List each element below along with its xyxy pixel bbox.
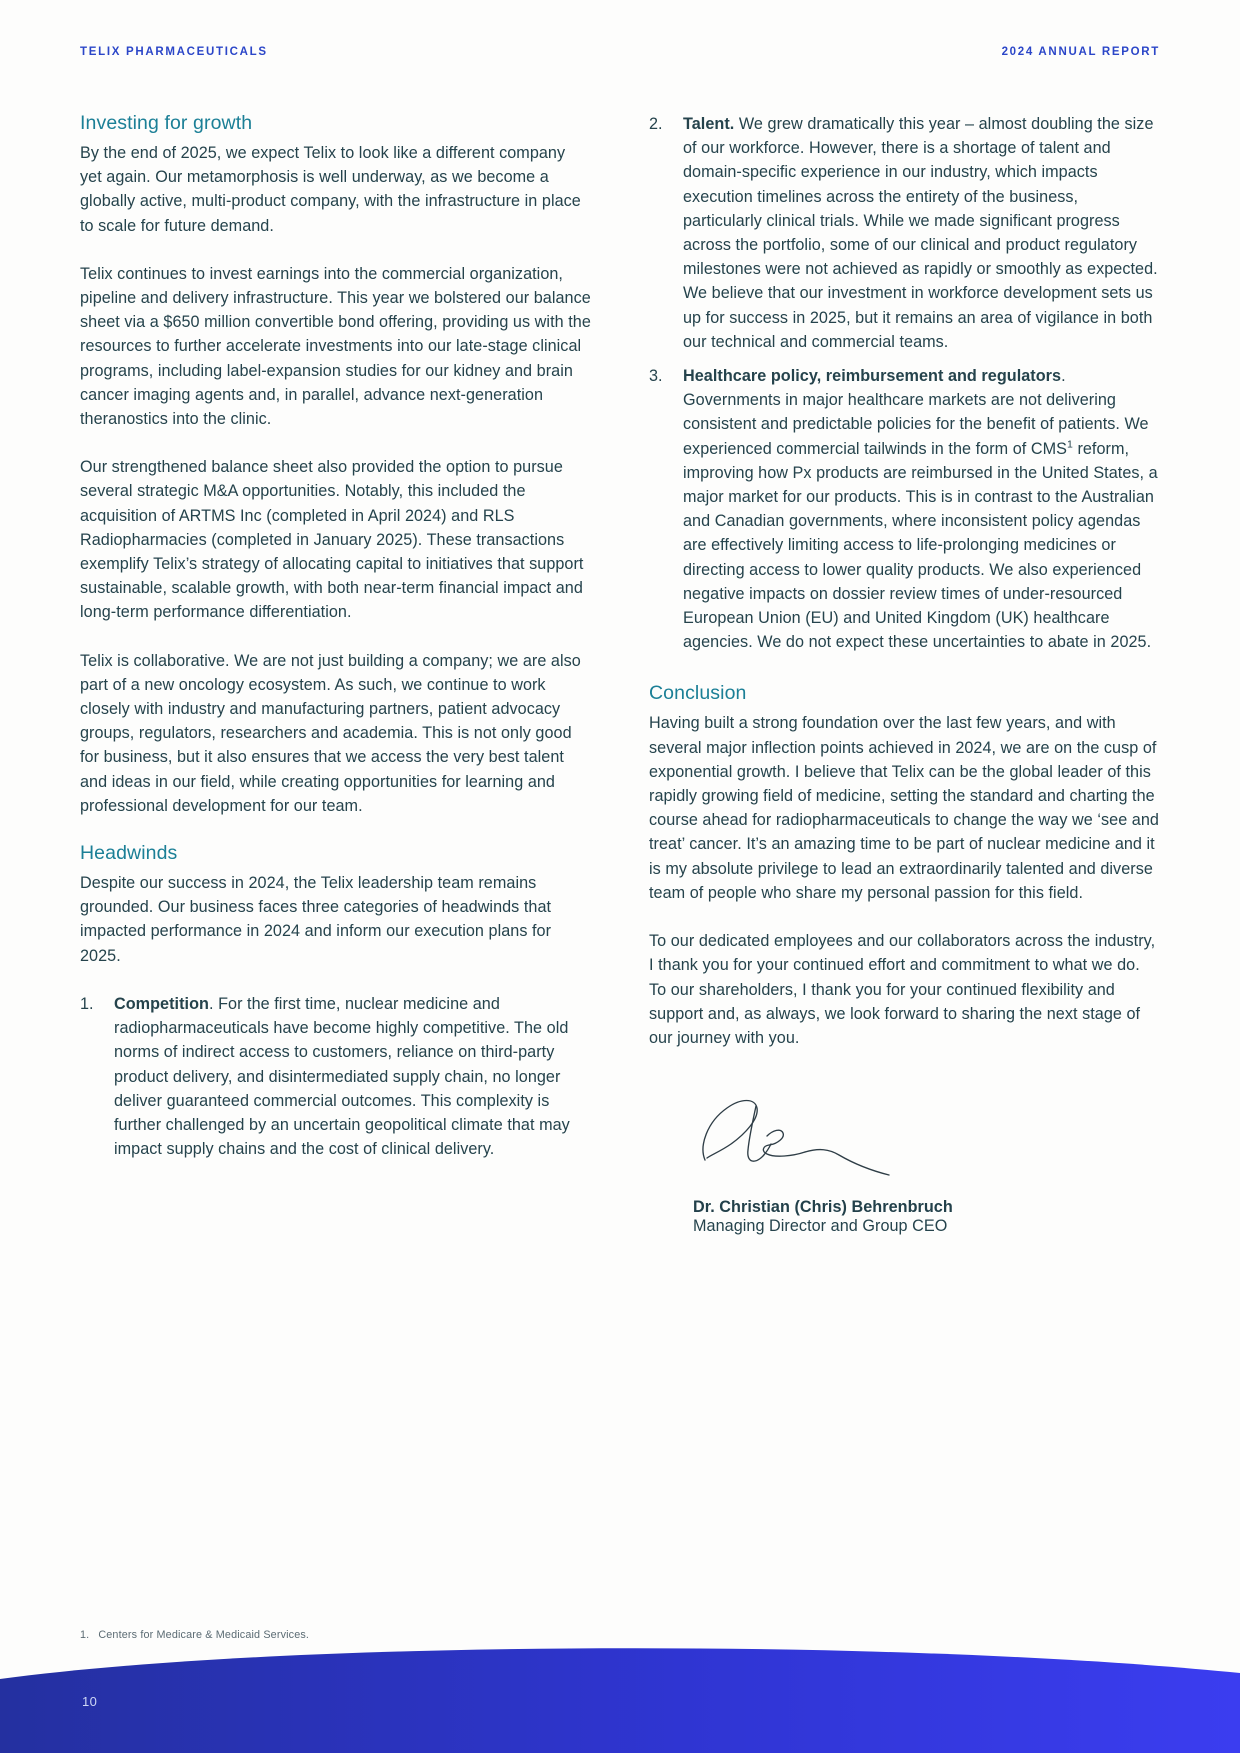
footnote-number: 1. [80, 1629, 90, 1641]
heading-investing-for-growth: Investing for growth [80, 112, 253, 134]
right-column [649, 112, 1160, 1236]
footnote-marker: 1 [1067, 438, 1073, 451]
list-item-text [683, 364, 1160, 654]
list-item-lead: Healthcare policy, reimbursement and regulators [683, 367, 1062, 386]
list-item-lead-suffix: . [1061, 367, 1066, 386]
heading-conclusion: Conclusion [649, 682, 747, 705]
signature-image [693, 1092, 923, 1182]
list-item-healthcare-policy [649, 364, 1160, 654]
footnote-text: Centers for Medicare & Medicaid Services. [98, 1629, 310, 1641]
page-number: 10 [82, 1694, 98, 1709]
list-item-number: 3. [649, 367, 663, 386]
list-item-talent [649, 112, 1160, 354]
paragraph-investing-2: Telix continues to invest earnings into the commercial organization, pipeline and delivery infrastructure. This year we bolstered our balance sheet via a $650 million convertible bond offering, providing us with the resources to further accelerate investments into our late-stage clinical programs, including label-expansion studies for our kidney and brain cancer imaging agents and, in parallel, advance next-generation theranostics into the clinic. [80, 264, 591, 429]
running-header-left: TELIX PHARMACEUTICALS [80, 46, 268, 58]
paragraph-investing-1: By the end of 2025, we expect Telix to look like a different company yet again. Our metamorphosis is well underway, as we become a globally active, multi-product company, with the infrastructure in place to scale for future demand. [80, 144, 581, 235]
list-item-text [114, 992, 591, 1161]
list-item-body-a: Governments in major healthcare markets are not delivering consistent and predictable policies for the benefit of patients. We experienced commercial tailwinds in the form of CMS [683, 391, 1149, 458]
list-item-text [683, 112, 1160, 354]
list-item-body: For the first time, nuclear medicine and radiopharmaceuticals have become highly competitive. The old norms of indirect access to customers, reliance on third-party product delivery, and disintermediated supply chain, no longer deliver guaranteed commercial outcomes. This complexity is further challenged by an uncertain geopolitical climate that may impact supply chains and the cost of clinical delivery. [114, 994, 570, 1159]
list-item-lead-suffix: . [208, 994, 214, 1013]
signature-name: Dr. Christian (Chris) Behrenbruch [693, 1198, 953, 1217]
list-item-body: We grew dramatically this year – almost doubling the size of our workforce. However, there is a shortage of talent and domain-specific experience in our industry, which impacts execution timelines across the entirety of the business, particularly clinical trials. While we made significant progress across the portfolio, some of our clinical and product regulatory milestones were not achieved as rapidly or smoothly as expected. We believe that our investment in workforce development sets us up for success in 2025, but it remains an area of vigilance in both our technical and commercial teams. [683, 115, 1158, 351]
wave-shape [0, 1633, 1240, 1753]
paragraph-investing-4: Telix is collaborative. We are not just building a company; we are also part of a new oncology ecosystem. As such, we continue to work closely with industry and manufacturing partners, patient advocacy groups, regulators, researchers and academia. This is not only good for business, but it also ensures that we access the very best talent and ideas in our field, while creating opportunities for learning and professional development for our team. [80, 651, 581, 815]
running-header-right: 2024 ANNUAL REPORT [1001, 46, 1160, 58]
signature-block [649, 1092, 1160, 1236]
footer-wave [0, 1633, 1240, 1753]
body-columns [80, 112, 1160, 1236]
headwinds-list-right [649, 112, 1160, 654]
paragraph-headwinds-intro: Despite our success in 2024, the Telix leadership team remains grounded. Our business faces three categories of headwinds that impacted performance in 2024 and inform our execution plans for 2025. [80, 874, 552, 965]
running-header [80, 46, 1160, 58]
paragraph-investing-3: Our strengthened balance sheet also provided the option to pursue several strategic M&A opportunities. Notably, this included the acquisition of ARTMS Inc (completed in April 2024) and RLS Radiopharmacies (completed in January 2025). These transactions exemplify Telix’s strategy of allocating capital to initiatives that support sustainable, scalable growth, with both near-term financial impact and long-term performance differentiation. [80, 458, 584, 622]
list-item-body-b: reform, improving how Px products are reimbursed in the United States, a major market for our products. This is in contrast to the Australian and Canadian governments, where inconsistent policy agendas are effectively limiting access to life-prolonging medicines or directing access to lower quality products. We also experienced negative impacts on dossier review times of under-resourced European Union (EU) and United Kingdom (UK) healthcare agencies. We do not expect these uncertainties to abate in 2025. [683, 439, 1158, 652]
list-item-lead: Talent. [683, 115, 735, 133]
signature-role: Managing Director and Group CEO [693, 1217, 948, 1236]
heading-headwinds: Headwinds [80, 842, 178, 865]
left-column [80, 112, 591, 1236]
paragraph-conclusion-1: Having built a strong foundation over the last few years, and with several major inflection points achieved in 2024, we are on the cusp of exponential growth. I believe that Telix can be the global leader of this rapidly growing field of medicine, setting the standard and charting the course ahead for radiopharmaceuticals to change the way we ‘see and treat’ cancer. It’s an amazing time to be part of nuclear medicine and it is my absolute privilege to lead an extraordinarily talented and diverse team of people who share my personal passion for this field. [649, 714, 1159, 902]
list-item-competition [80, 992, 591, 1161]
paragraph-conclusion-2: To our dedicated employees and our collaborators across the industry, I thank you for your continued effort and commitment to what we do. To our shareholders, I thank you for your continued flexibility and support and, as always, we look forward to sharing the next stage of our journey with you. [649, 932, 1156, 1047]
list-item-number: 2. [649, 115, 663, 133]
headwinds-list-left [80, 992, 591, 1161]
list-item-lead: Competition [114, 994, 209, 1013]
list-item-number: 1. [80, 994, 94, 1013]
